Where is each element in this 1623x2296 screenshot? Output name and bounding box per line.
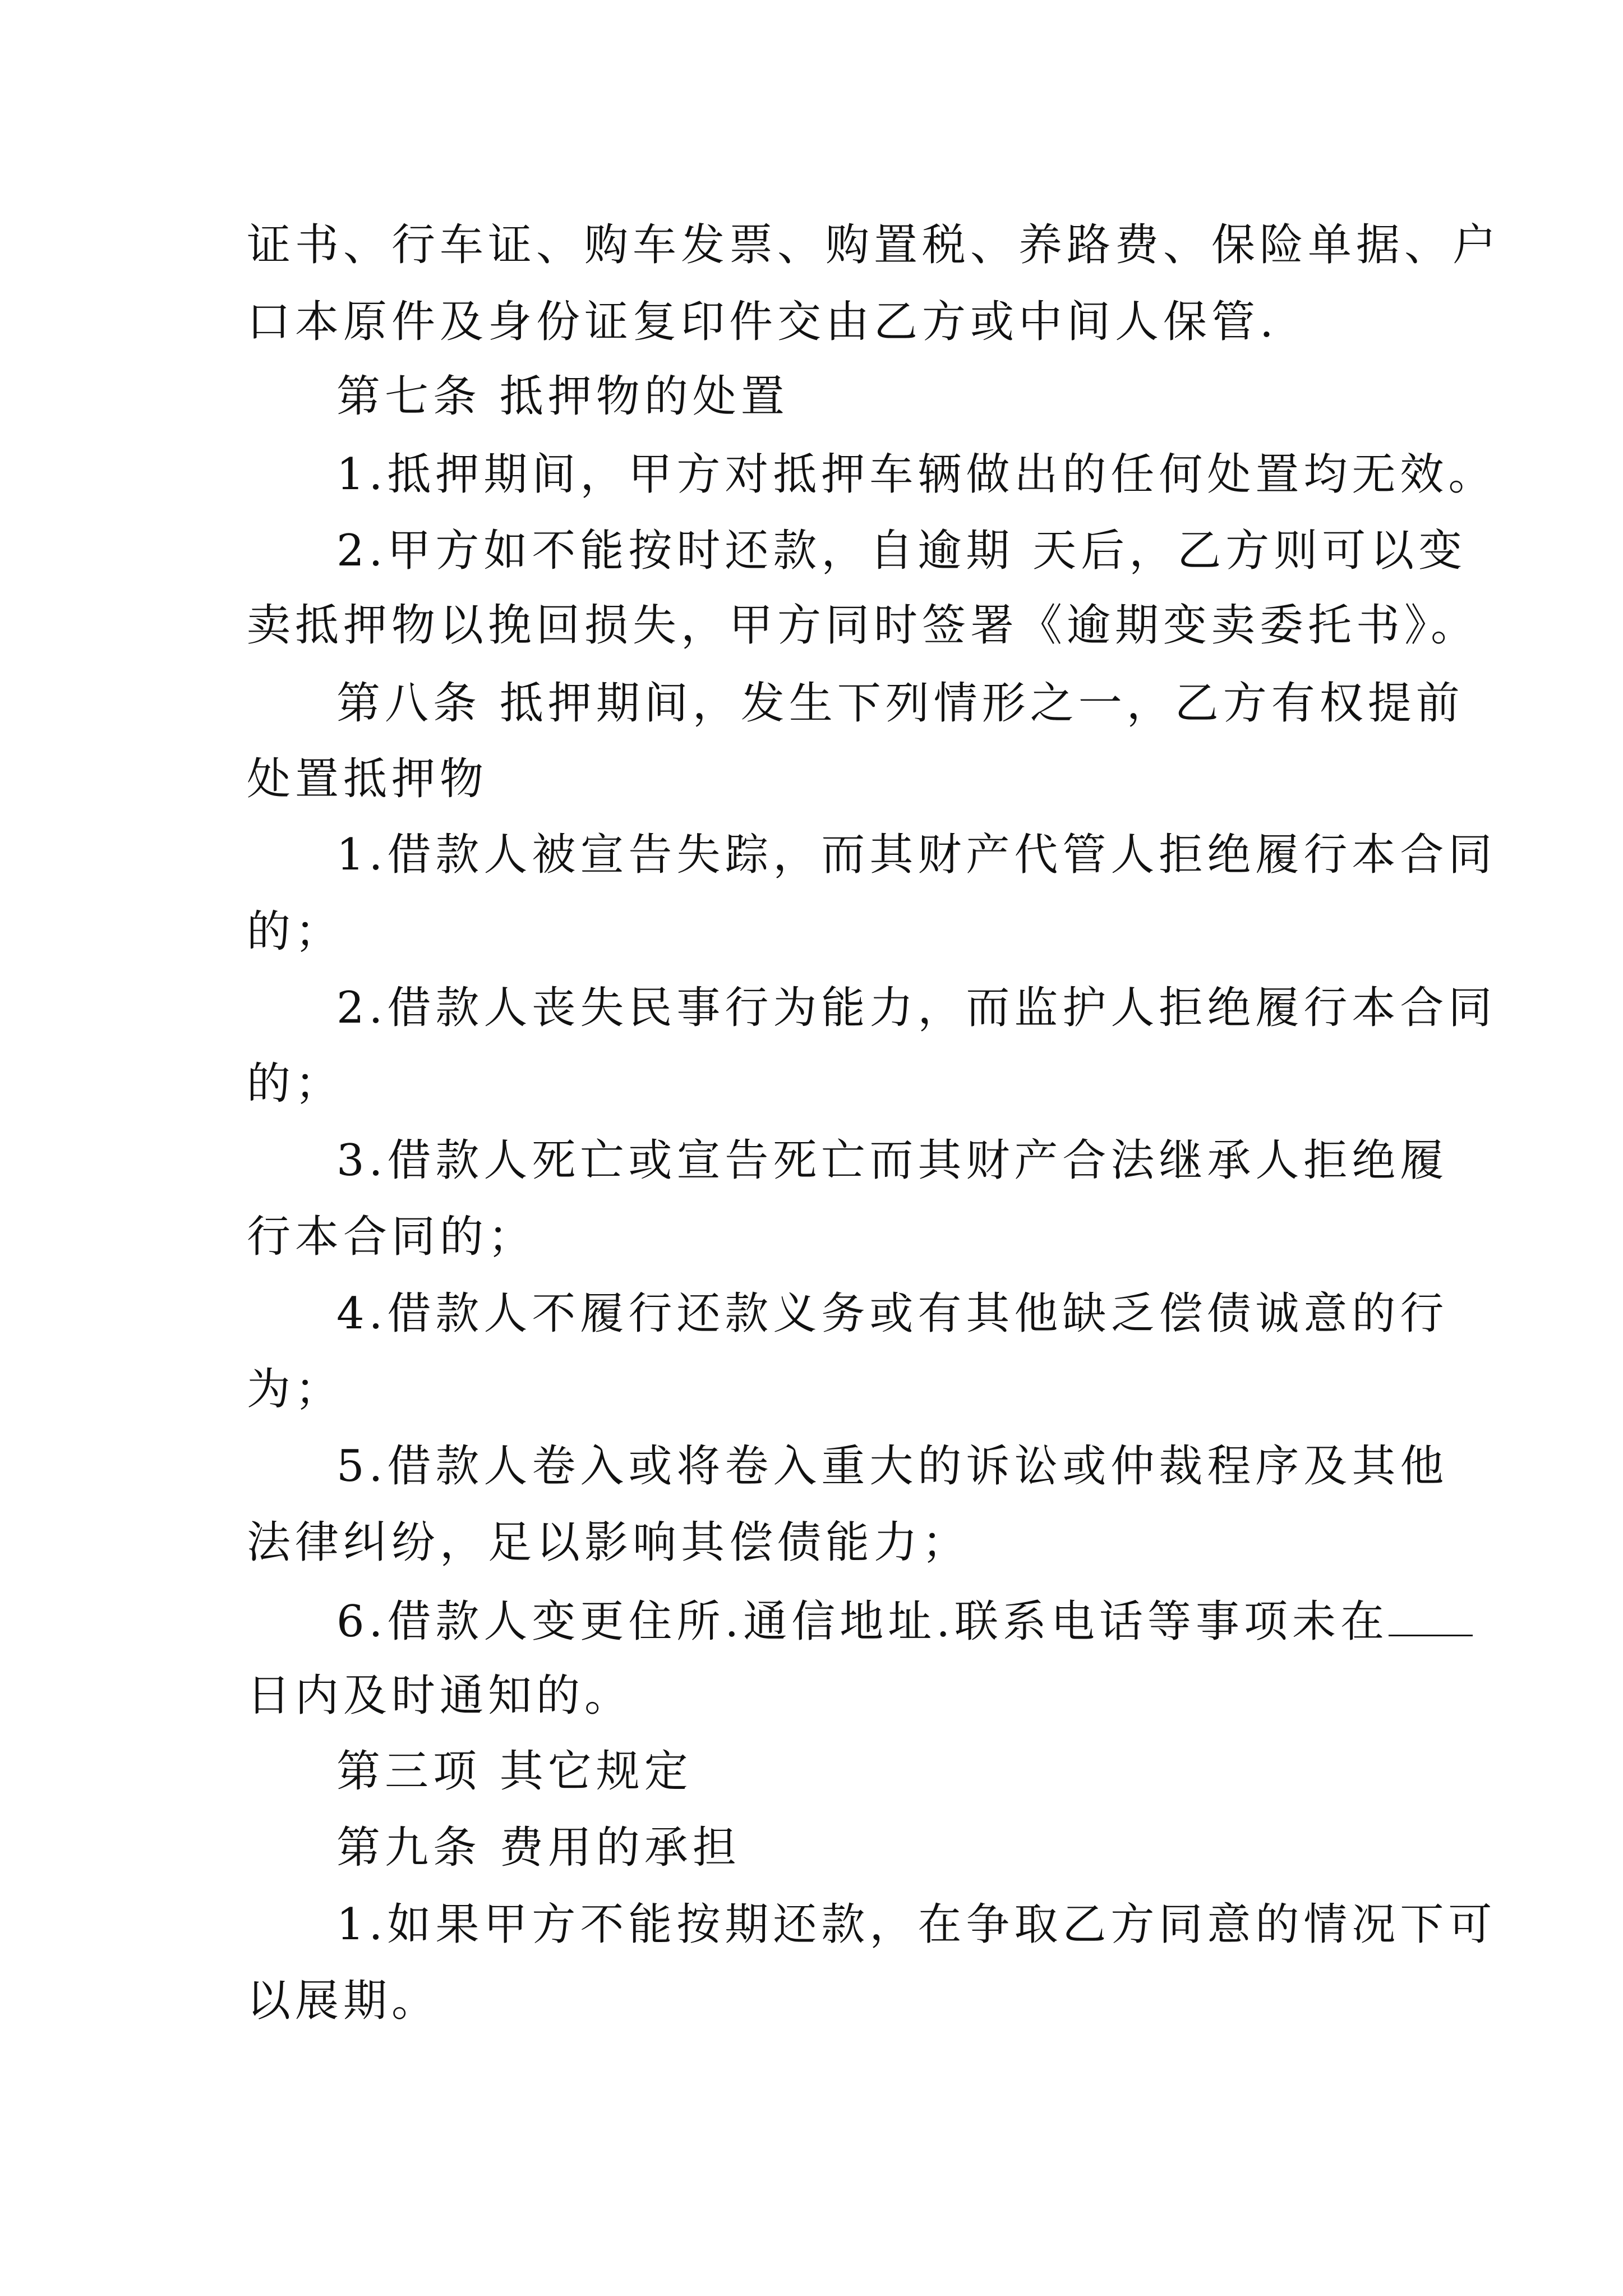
list-item-text: 的； — [247, 1059, 344, 1109]
list-item-text: 5.借款人卷入或将卷入重大的诉讼或仲裁程序及其他 — [336, 1441, 1449, 1492]
list-item-text: 1.如果甲方不能按期还款，在争取乙方同意的情况下可 — [336, 1899, 1497, 1950]
list-item-text: 法律纠纷，足以影响其偿债能力； — [247, 1517, 971, 1568]
list-item-text: 以展期。 — [247, 1976, 440, 2026]
article-8-heading: 第八条 抵押期间，发生下列情形之一，乙方有权提前 — [336, 678, 1464, 729]
body-text-line: 处置抵押物 — [247, 754, 488, 804]
body-text-line: 口本原件及身份证复印件交由乙方或中间人保管. — [247, 297, 1278, 347]
list-item-text: 的； — [247, 907, 344, 957]
list-item-text: 1.借款人被宣告失踪，而其财产代管人拒绝履行本合同 — [336, 830, 1497, 880]
list-item-text: 3.借款人死亡或宣告死亡而其财产合法继承人拒绝履 — [336, 1135, 1449, 1186]
list-item-text — [336, 1596, 1389, 1647]
body-text-line: 1.抵押期间，甲方对抵押车辆做出的任何处置均无效。 — [336, 449, 1497, 500]
list-item-text: 2.借款人丧失民事行为能力，而监护人拒绝履行本合同 — [336, 983, 1497, 1033]
article-9-heading: 第九条 费用的承担 — [336, 1823, 741, 1873]
list-item-text-part: 6.借款人变更住所.通信地址.联系电话等事项未在 — [336, 1596, 1389, 1647]
list-item-text: 为； — [247, 1364, 344, 1415]
list-item-text: 4.借款人不履行还款义务或有其他缺乏偿债诚意的行 — [336, 1289, 1449, 1339]
list-item-text: 行本合同的； — [247, 1212, 537, 1262]
section-3-heading: 第三项 其它规定 — [336, 1746, 693, 1797]
body-text-line: 2.甲方如不能按时还款，自逾期 天后，乙方则可以变 — [336, 526, 1467, 576]
body-text-line: 证书、行车证、购车发票、购置税、养路费、保险单据、户 — [247, 220, 1501, 270]
article-7-heading: 第七条 抵押物的处置 — [336, 371, 789, 422]
fill-in-blank — [1389, 1598, 1473, 1636]
list-item-text: 日内及时通知的。 — [247, 1671, 633, 1721]
body-text-line: 卖抵押物以挽回损失，甲方同时签署《逾期变卖委托书》。 — [247, 600, 1479, 651]
